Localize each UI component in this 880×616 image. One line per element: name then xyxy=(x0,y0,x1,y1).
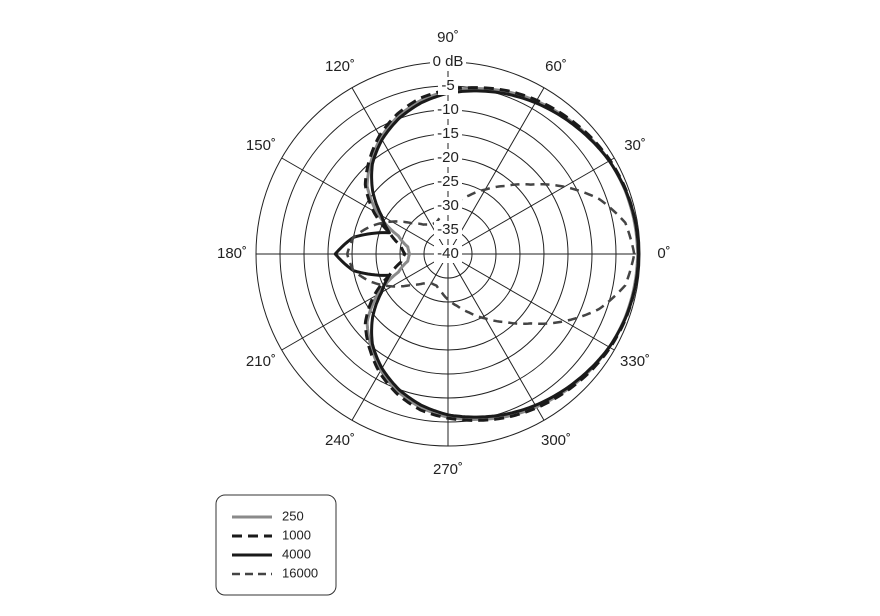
ring-label: 0 dB xyxy=(432,52,464,70)
angle-label: 180˚ xyxy=(216,244,248,262)
ring-label: -40 xyxy=(437,244,459,262)
angle-label: 90˚ xyxy=(437,28,459,46)
angle-label: 300˚ xyxy=(540,432,572,450)
grid-spoke xyxy=(448,88,544,254)
ring-labels xyxy=(430,53,466,263)
angle-label: 330˚ xyxy=(620,352,651,370)
legend-label-250: 250 xyxy=(282,508,304,524)
legend-label-4000: 4000 xyxy=(282,546,311,562)
grid-spoke xyxy=(448,254,614,350)
ring-label: -35 xyxy=(437,220,459,238)
grid-spoke xyxy=(282,158,448,254)
legend xyxy=(216,495,336,595)
legend-label-16000: 16000 xyxy=(282,565,319,581)
grid-spoke xyxy=(282,254,448,350)
grid-spoke xyxy=(448,158,614,254)
legend-label-1000: 1000 xyxy=(282,527,311,543)
angle-label: 150˚ xyxy=(245,136,276,154)
angle-label: 30˚ xyxy=(624,136,646,154)
ring-label: -15 xyxy=(437,124,459,142)
ring-label: -20 xyxy=(437,148,459,166)
angle-label: 270˚ xyxy=(432,460,464,478)
ring-label: -10 xyxy=(437,100,459,118)
angle-label: 0˚ xyxy=(657,244,671,262)
angle-label: 210˚ xyxy=(245,352,276,370)
ring-label: -25 xyxy=(437,172,459,190)
ring-label: -5 xyxy=(441,76,455,94)
angle-label: 60˚ xyxy=(545,57,567,75)
grid-spoke xyxy=(448,254,544,420)
ring-label: -30 xyxy=(437,196,459,214)
angle-label: 120˚ xyxy=(324,57,356,75)
angle-label: 240˚ xyxy=(324,432,356,450)
